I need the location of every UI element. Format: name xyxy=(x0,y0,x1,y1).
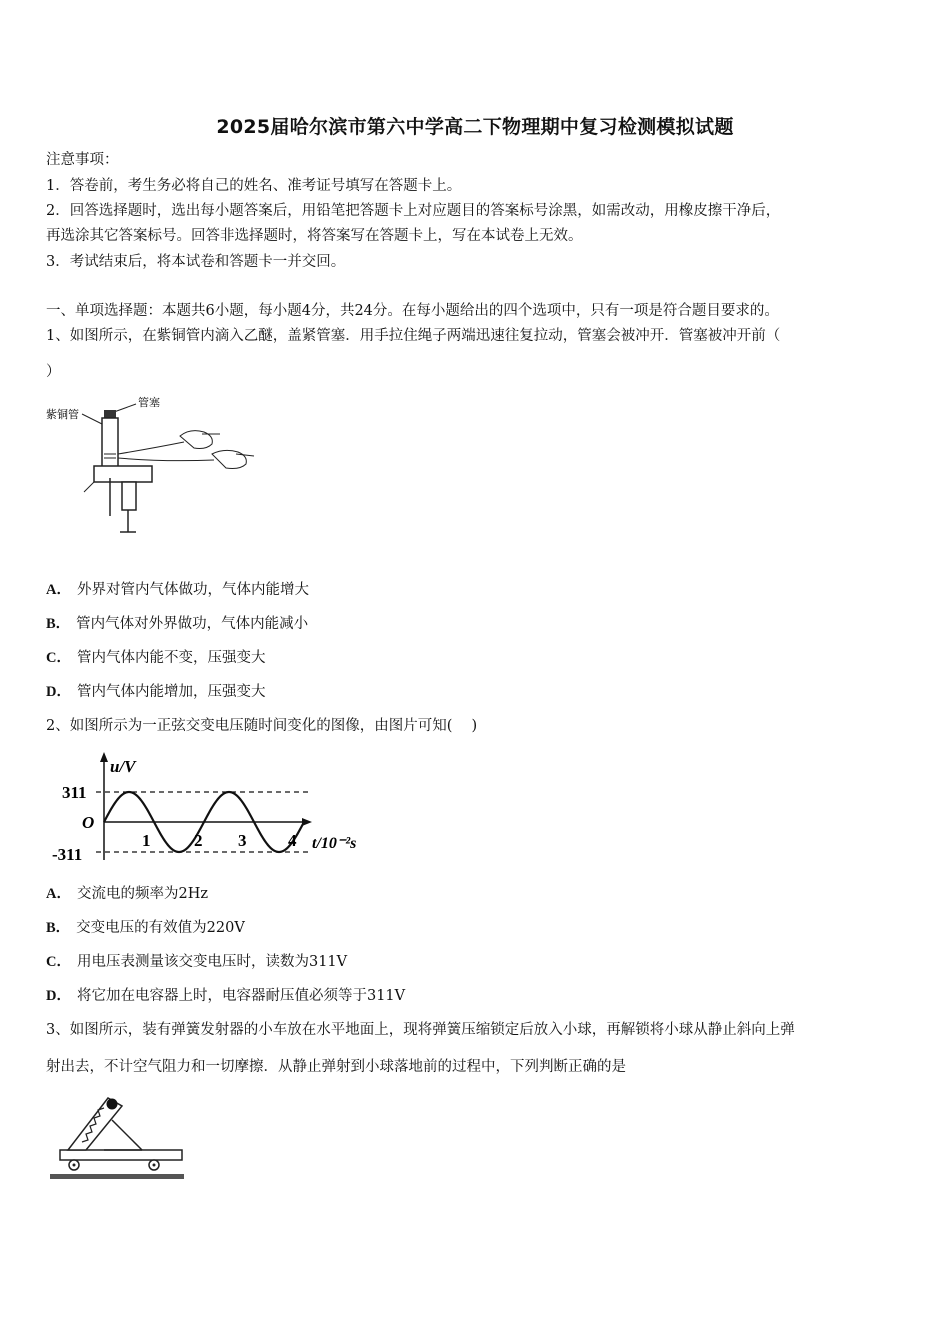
notice-item-1: 1．答卷前，考生务必将自己的姓名、准考证号填写在答题卡上。 xyxy=(46,178,462,194)
q2-option-c-text: 用电压表测量该交变电压时，读数为311V xyxy=(76,954,348,970)
q1-option-b[interactable] xyxy=(46,614,916,634)
q2-option-b[interactable] xyxy=(46,918,916,938)
q2-graph-ymax-label: 311 xyxy=(62,783,87,802)
notice-item-3: 3．考试结束后，将本试卷和答题卡一并交回。 xyxy=(46,254,346,270)
q2-option-d-text: 将它加在电容器上时，电容器耐压值必须等于311V xyxy=(76,988,406,1004)
q2-stem: 2、如图所示为一正弦交变电压随时间变化的图像，由图片可知( ) xyxy=(46,718,478,734)
q1-figure-label-tube: 紫铜管 xyxy=(46,409,79,421)
notice-heading: 注意事项： xyxy=(46,152,119,168)
q2-option-b-text: 交变电压的有效值为220V xyxy=(76,920,245,936)
q3-figure-ground xyxy=(50,1174,184,1179)
q1-option-c-text: 管内气体内能不变，压强变大 xyxy=(76,650,266,666)
q1-option-d[interactable] xyxy=(46,682,916,702)
section-heading: 一、单项选择题：本题共6小题，每小题4分，共24分。在每小题给出的四个选项中，只有一项是符合题目要求的。 xyxy=(46,303,779,319)
q3-stem: 3、如图所示，装有弹簧发射器的小车放在水平地面上，现将弹簧压缩锁定后放入小球，再解锁将小球从静止斜向上弹 xyxy=(46,1022,795,1038)
q2-option-d-letter: D． xyxy=(46,988,71,1004)
q1-option-c-letter: C． xyxy=(46,650,71,666)
q3-figure-support xyxy=(112,1120,142,1150)
q2-option-c-letter: C． xyxy=(46,954,71,970)
q3-figure-cart xyxy=(60,1150,182,1160)
q2-graph-xtick-2: 2 xyxy=(194,831,203,850)
q2-graph-y-arrow xyxy=(100,752,108,762)
q2-option-a-text: 交流电的频率为2Hz xyxy=(76,886,208,902)
q1-figure xyxy=(44,392,264,546)
page-title: 2025届哈尔滨市第六中学高二下物理期中复习检测模拟试题 xyxy=(216,116,734,138)
q2-graph-x-label: t/10⁻²s xyxy=(312,835,357,852)
q2-graph-ymin-label: -311 xyxy=(52,845,83,864)
q2-graph-y-label: u/V xyxy=(110,757,136,776)
q2-graph-origin: O xyxy=(82,813,95,832)
q3-figure xyxy=(46,1092,188,1186)
q1-option-d-text: 管内气体内能增加，压强变大 xyxy=(76,684,266,700)
q2-graph-xtick-3: 3 xyxy=(238,831,247,850)
q2-graph-xtick-4: 4 xyxy=(288,831,297,850)
q1-option-b-text: 管内气体对外界做功，气体内能减小 xyxy=(76,616,309,632)
q1-option-b-letter: B． xyxy=(46,616,71,632)
q3-figure-ball xyxy=(107,1099,118,1110)
q1-option-a-text: 外界对管内气体做功，气体内能增大 xyxy=(76,582,309,598)
q2-option-d[interactable] xyxy=(46,986,916,1006)
q2-option-c[interactable] xyxy=(46,952,916,972)
q1-option-a-letter: A． xyxy=(46,582,71,598)
q1-stem: 1、如图所示，在紫铜管内滴入乙醚，盖紧管塞．用手拉住绳子两端迅速往复拉动，管塞会被冲开．管塞被冲开前（ xyxy=(46,328,781,344)
q1-option-c[interactable] xyxy=(46,648,916,668)
q1-stem-cont: ） xyxy=(46,364,61,380)
notice-item-2-cont: 再选涂其它答案标号。回答非选择题时，将答案写在答题卡上，写在本试卷上无效。 xyxy=(46,228,583,244)
q2-option-a[interactable] xyxy=(46,884,916,904)
q2-graph xyxy=(44,750,384,870)
q2-option-b-letter: B． xyxy=(46,920,71,936)
q3-stem-cont: 射出去，不计空气阻力和一切摩擦．从静止弹射到小球落地前的过程中，下列判断正确的是 xyxy=(46,1059,626,1075)
q1-option-a[interactable] xyxy=(46,580,916,600)
q1-figure-label-plug: 管塞 xyxy=(138,397,160,409)
q2-option-a-letter: A． xyxy=(46,886,71,902)
q1-option-d-letter: D． xyxy=(46,684,71,700)
notice-item-2: 2．回答选择题时，选出每小题答案后，用铅笔把答题卡上对应题目的答案标号涂黑，如需改动，用橡皮擦干净后， xyxy=(46,203,781,219)
q2-graph-xtick-1: 1 xyxy=(142,831,151,850)
